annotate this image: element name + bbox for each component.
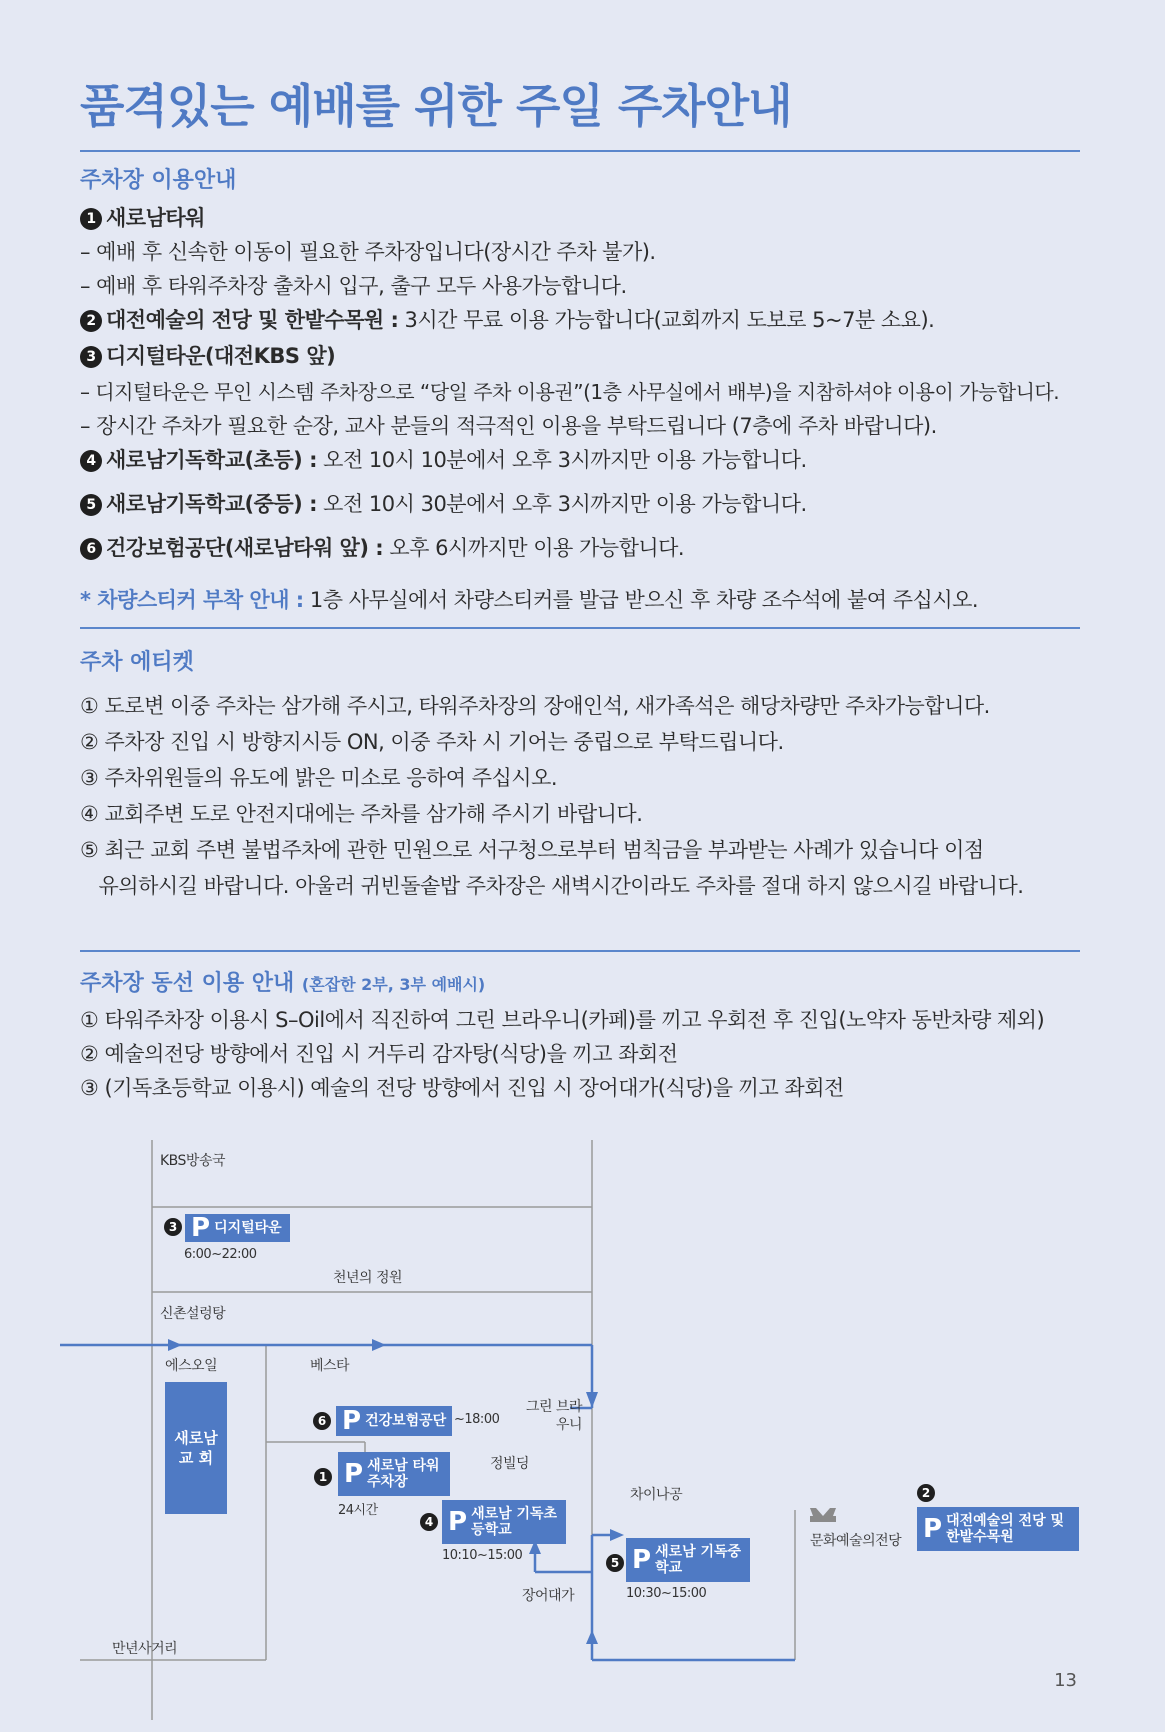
soil-label: 에스오일 bbox=[165, 1358, 218, 1374]
parking-route-map bbox=[0, 1130, 1165, 1732]
number-badge: 1 bbox=[314, 1468, 332, 1486]
nhis-parking bbox=[336, 1406, 452, 1436]
tower-hours: 24시간 bbox=[338, 1503, 378, 1518]
nhis-hours: ~18:00 bbox=[454, 1412, 500, 1427]
number-badge: 1 bbox=[80, 208, 102, 230]
page-title: 품격있는 예배를 위한 주일 주차안내 bbox=[80, 79, 792, 133]
parking-info-heading: 주차장 이용안내 bbox=[80, 168, 237, 193]
parking-name: 새로남타워 bbox=[106, 206, 205, 230]
parking-p-icon: P bbox=[191, 1213, 211, 1243]
number-badge: 2 bbox=[917, 1484, 935, 1502]
parking-name: 대전예술의 전당 및 한밭수목원 bbox=[946, 1513, 1065, 1545]
parking-desc: 오후 6시까지만 이용 가능합니다. bbox=[383, 536, 685, 560]
eel-restaurant-label: 장어대가 bbox=[522, 1588, 575, 1604]
parking-desc: 오전 10시 30분에서 오후 3시까지만 이용 가능합니다. bbox=[316, 492, 807, 516]
parking-name: 새로남 기독중학교 bbox=[655, 1544, 742, 1576]
number-badge: 3 bbox=[164, 1218, 182, 1236]
parking-item-3 bbox=[80, 340, 335, 370]
parking-name: 디지털타운(대전KBS 앞) bbox=[106, 344, 336, 368]
parking-name: 새로남기독학교(초등) : bbox=[106, 448, 317, 472]
parking-sub: – 예배 후 타워주차장 출차시 입구, 출구 모두 사용가능합니다. bbox=[80, 274, 627, 298]
brownie-label: 그린 브라우니 bbox=[525, 1399, 582, 1433]
number-badge: 5 bbox=[606, 1554, 624, 1572]
section-divider bbox=[80, 950, 1080, 952]
middle-school-hours: 10:30~15:00 bbox=[626, 1586, 707, 1601]
parking-name: 새로남기독학교(중등) : bbox=[106, 492, 317, 516]
parking-name: 대전예술의 전당 및 한밭수목원 : bbox=[106, 308, 399, 332]
jungbuilding-label: 정빌딩 bbox=[490, 1456, 530, 1472]
route-heading-note: (혼잡한 2부, 3부 예배시) bbox=[301, 975, 486, 994]
number-badge: 3 bbox=[80, 346, 102, 368]
parking-p-icon: P bbox=[448, 1507, 468, 1537]
parking-p-icon: P bbox=[344, 1459, 364, 1489]
elementary-hours: 10:10~15:00 bbox=[442, 1548, 523, 1563]
section-divider bbox=[80, 627, 1080, 629]
number-badge: 6 bbox=[313, 1412, 331, 1430]
parking-name: 디지털타운 bbox=[214, 1220, 282, 1236]
besta-label: 베스타 bbox=[310, 1358, 350, 1374]
kbs-label: KBS방송국 bbox=[160, 1153, 225, 1169]
parking-p-icon: P bbox=[632, 1545, 652, 1575]
number-badge: 5 bbox=[80, 494, 102, 516]
etiquette-item: ⑤ 최근 교회 주변 불법주차에 관한 민원으로 서구청으로부터 범칙금을 부과받는 사례가 있습니다 이점 bbox=[80, 838, 984, 862]
parking-item-1 bbox=[80, 202, 205, 232]
parking-item-2 bbox=[80, 304, 934, 334]
number-badge: 2 bbox=[80, 310, 102, 332]
route-heading bbox=[80, 966, 485, 997]
parking-name: 새로남 타워 주차장 bbox=[367, 1458, 440, 1490]
title-divider bbox=[80, 150, 1080, 152]
elementary-parking bbox=[442, 1500, 566, 1544]
parking-name: 새로남 기독초등학교 bbox=[471, 1506, 558, 1538]
sticker-notice bbox=[80, 584, 978, 614]
parking-sub: – 장시간 주차가 필요한 순장, 교사 분들의 적극적인 이용을 부탁드립니다 (7층에 주차 바랍니다). bbox=[80, 414, 937, 438]
etiquette-heading: 주차 에티켓 bbox=[80, 650, 194, 675]
sticker-label: * 차량스티커 부착 안내 : bbox=[80, 588, 304, 612]
number-badge: 4 bbox=[420, 1513, 438, 1531]
parking-item-6 bbox=[80, 532, 684, 562]
parking-desc: 3시간 무료 이용 가능합니다(교회까지 도보로 5~7분 소요). bbox=[398, 308, 935, 332]
parking-sub: – 디지털타운은 무인 시스템 주차장으로 “당일 주차 이용권”(1층 사무실에서 배부)을 지참하셔야 이용이 가능합니다. bbox=[80, 380, 1060, 404]
number-badge: 6 bbox=[80, 538, 102, 560]
route-item: ① 타워주차장 이용시 S–Oil에서 직진하여 그린 브라우니(카페)를 끼고 우회전 후 진입(노약자 동반차량 제외) bbox=[80, 1008, 1045, 1032]
digital-town-parking bbox=[185, 1214, 290, 1242]
arts-center-parking bbox=[917, 1507, 1079, 1551]
etiquette-item: ① 도로변 이중 주차는 삼가해 주시고, 타워주차장의 장애인석, 새가족석은 해당차량만 주차가능합니다. bbox=[80, 694, 990, 718]
arts-center-label: 문화예술의전당 bbox=[810, 1533, 902, 1549]
parking-p-icon: P bbox=[342, 1406, 362, 1436]
route-item: ② 예술의전당 방향에서 진입 시 거두리 감자탕(식당)을 끼고 좌회전 bbox=[80, 1042, 678, 1066]
middle-school-parking bbox=[626, 1538, 750, 1582]
page-number: 13 bbox=[1054, 1670, 1077, 1691]
parking-item-4 bbox=[80, 444, 807, 474]
chinagong-label: 차이나공 bbox=[630, 1487, 683, 1503]
garden-label: 천년의 정원 bbox=[333, 1270, 403, 1286]
parking-name: 건강보험공단 bbox=[365, 1413, 447, 1429]
number-badge: 4 bbox=[80, 450, 102, 472]
digital-town-hours: 6:00~22:00 bbox=[184, 1247, 257, 1262]
crossroad-label: 만년사거리 bbox=[112, 1641, 178, 1657]
sticker-text: 1층 사무실에서 차량스티커를 발급 받으신 후 차량 조수석에 붙여 주십시오. bbox=[303, 588, 979, 612]
route-heading-text: 주차장 동선 이용 안내 bbox=[80, 971, 295, 996]
church-building: 새로남 교 회 bbox=[165, 1382, 227, 1514]
route-item: ③ (기독초등학교 이용시) 예술의 전당 방향에서 진입 시 장어대가(식당)을 끼고 좌회전 bbox=[80, 1076, 844, 1100]
etiquette-item: 유의하시길 바랍니다. 아울러 귀빈돌솥밥 주차장은 새벽시간이라도 주차를 절대 하지 않으시길 바랍니다. bbox=[80, 874, 1024, 898]
parking-p-icon: P bbox=[923, 1514, 943, 1544]
tower-parking bbox=[338, 1452, 450, 1496]
parking-name: 건강보험공단(새로남타워 앞) : bbox=[106, 536, 384, 560]
parking-sub: – 예배 후 신속한 이동이 필요한 주차장입니다(장시간 주차 불가). bbox=[80, 240, 656, 264]
parking-desc: 오전 10시 10분에서 오후 3시까지만 이용 가능합니다. bbox=[316, 448, 807, 472]
etiquette-item: ② 주차장 진입 시 방향지시등 ON, 이중 주차 시 기어는 중립으로 부탁드립니다. bbox=[80, 730, 784, 754]
parking-item-5 bbox=[80, 488, 807, 518]
seolleongtang-label: 신촌설렁탕 bbox=[160, 1306, 226, 1322]
etiquette-item: ④ 교회주변 도로 안전지대에는 주차를 삼가해 주시기 바랍니다. bbox=[80, 802, 643, 826]
etiquette-item: ③ 주차위원들의 유도에 밝은 미소로 응하여 주십시오. bbox=[80, 766, 558, 790]
